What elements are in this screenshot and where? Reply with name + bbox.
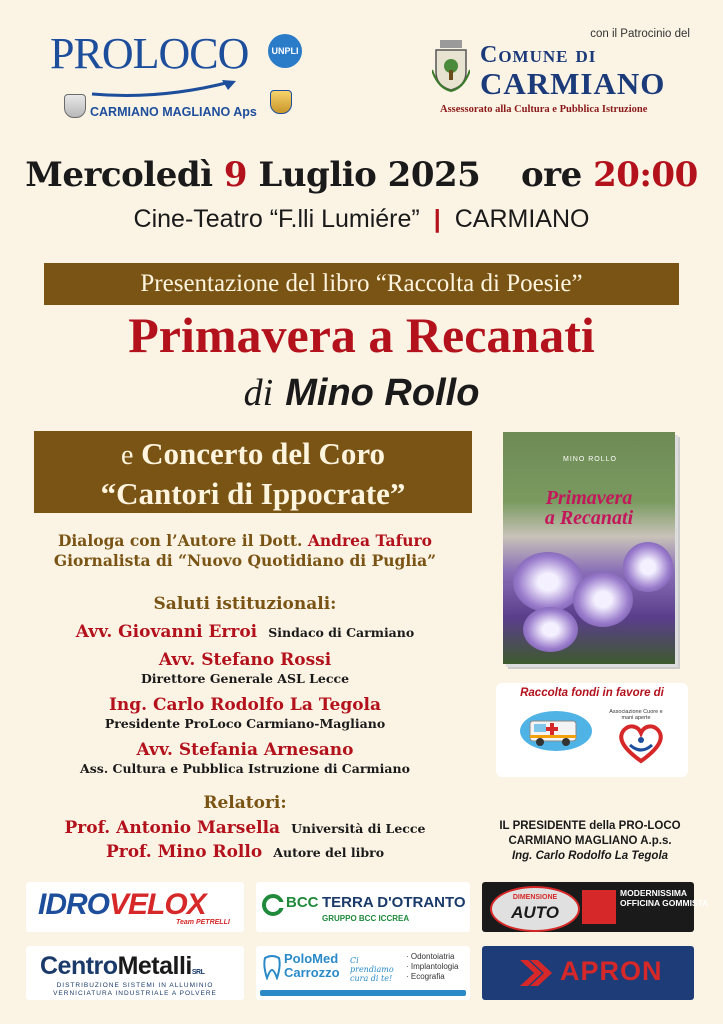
person-name: Ing. Carlo Rodolfo La Tegola: [108, 695, 382, 715]
author-line: [0, 370, 723, 415]
person-name: Avv. Stefania Arnesano: [136, 740, 354, 760]
person-role: Sindaco di Carmiano: [268, 625, 415, 640]
polomed-service: · Ecografia: [406, 972, 445, 981]
carrozzo-text: Carrozzo: [284, 965, 340, 980]
saluti-person: [0, 622, 490, 642]
saluti-person: [0, 741, 490, 778]
person-name: Prof. Antonio Marsella: [64, 818, 281, 838]
proloco-logo: [50, 28, 310, 123]
apron-text: APRON: [560, 956, 663, 986]
flower-cluster-icon: [523, 607, 578, 652]
author-di: di: [243, 372, 274, 414]
saluti-title: Saluti istituzionali:: [153, 594, 337, 614]
event-weekday: Mercoledì: [25, 155, 213, 195]
unpli-badge: UNPLI: [268, 34, 302, 68]
book-cover-image: [503, 432, 675, 664]
officina-text: OFFICINA GOMMISTA: [620, 898, 709, 908]
centro-sub-2: VERNICIATURA INDUSTRIALE A POLVERE: [53, 990, 217, 997]
presidente-line-1: IL PRESIDENTE della PRO-LOCO: [499, 820, 681, 832]
polomed-text: PoloMed: [284, 951, 339, 966]
dimensione-text: DIMENSIONE: [512, 894, 558, 901]
cover-title-line-1: Primavera: [545, 487, 633, 509]
presidente-block: [470, 819, 710, 864]
centro-sub-1: DISTRIBUZIONE SISTEMI IN ALLUMINIO: [56, 982, 214, 989]
idro-text: IDRO: [38, 888, 109, 921]
dialoga-role: Giornalista di “Nuovo Quotidiano di Puglia”: [53, 551, 437, 570]
person-name: Avv. Stefano Rossi: [158, 650, 332, 670]
book-title: Primavera a Recanati: [128, 307, 595, 363]
concerto-e: e: [120, 440, 134, 471]
proloco-wordmark: PROLOCO: [50, 29, 249, 78]
cover-author: MINO ROLLO: [563, 456, 617, 463]
person-role: Università di Lecce: [291, 821, 426, 836]
dialoga-name: Andrea Tafuro: [307, 531, 433, 550]
person-role: Autore del libro: [273, 845, 385, 860]
tooth-icon: [262, 954, 282, 980]
person-role: Direttore Generale ASL Lecce: [140, 671, 350, 686]
centro-text: Centro: [40, 952, 118, 980]
sponsor-idrovelox-logo: [26, 882, 244, 932]
petrelli-text: Team PETRELLI: [176, 919, 230, 926]
cover-title-line-2: a Recanati: [544, 507, 634, 529]
auto-info-box: [582, 890, 616, 924]
dialoga-block: [0, 531, 490, 571]
gruppo-text: GRUPPO BCC ICCREA: [322, 914, 410, 923]
event-month-year: Luglio 2025: [258, 155, 481, 195]
bcc-text: BCC: [286, 894, 319, 911]
auto-text: AUTO: [511, 903, 559, 922]
flower-cluster-icon: [573, 572, 633, 627]
polomed-service: · Implantologia: [406, 962, 459, 971]
polomed-slogan: Ci prendiamo cura di te!: [350, 956, 394, 983]
heart-icon: [616, 721, 666, 765]
person-name: Avv. Giovanni Erroi: [75, 622, 258, 642]
ambulance-icon: [520, 709, 592, 751]
relatori-person: [0, 818, 490, 838]
presidente-line-2: CARMIANO MAGLIANO A.p.s.: [508, 835, 672, 847]
person-name: Prof. Mino Rollo: [105, 842, 263, 862]
event-day: 9: [223, 155, 248, 195]
saluti-person: [0, 696, 490, 733]
presidente-name: Ing. Carlo Rodolfo La Tegola: [511, 850, 669, 862]
concerto-line-2: “Cantori di Ippocrate”: [100, 476, 406, 511]
carmiano-title: CARMIANO: [480, 66, 666, 101]
assessorato-text: Assessorato alla Cultura e Pubblica Istruzione: [440, 104, 648, 115]
relatori-title: Relatori:: [203, 793, 287, 813]
venue-line: [0, 205, 723, 234]
cuore-mani-aperte-logo: [606, 709, 676, 769]
auto-oval: [490, 886, 580, 932]
swoosh-arrow-icon: [90, 78, 240, 98]
sponsor-centrometalli-logo: [26, 946, 244, 1000]
terra-text: TERRA D'OTRANTO: [322, 894, 466, 911]
person-role: Presidente ProLoco Carmiano-Magliano: [104, 716, 386, 731]
comune-block: [430, 28, 690, 123]
comune-crest-icon: [432, 40, 470, 92]
venue-name: Cine-Teatro “F.lli Lumiére”: [133, 205, 420, 233]
sponsor-polomed-logo: [256, 946, 470, 1000]
carmiano-crest-icon: [64, 94, 86, 118]
sponsor-dimensione-auto-logo: [482, 882, 709, 932]
author-name: Mino Rollo: [285, 372, 480, 414]
sponsor-bcc-logo: [256, 882, 470, 932]
concerto-line-1: [34, 435, 472, 475]
raccolta-text: Raccolta fondi in favore di: [520, 687, 664, 699]
polomed-service: · Odontoiatria: [406, 952, 455, 961]
patrocinio-text: con il Patrocinio del: [590, 28, 690, 40]
relatori-person: [0, 842, 490, 862]
assoc-text: Associazione Cuore e mani aperte: [609, 709, 663, 721]
comune-di-text: Comune di: [480, 42, 597, 68]
flower-cluster-icon: [623, 542, 673, 592]
concerto-banner: [34, 431, 472, 513]
presentazione-banner: Presentazione del libro “Raccolta di Poesie”: [44, 263, 679, 305]
srl-text: SRL: [191, 969, 205, 976]
metalli-text: Metalli: [117, 952, 192, 980]
proloco-subtitle: CARMIANO MAGLIANO Aps: [90, 105, 257, 119]
raccolta-fondi-box: [496, 683, 688, 777]
person-role: Ass. Cultura e Pubblica Istruzione di Carmiano: [80, 761, 410, 776]
bcc-mark-icon: [262, 894, 284, 916]
velox-text: VELOX: [109, 888, 206, 921]
event-time: 20:00: [593, 155, 698, 195]
event-ore: ore: [520, 155, 582, 195]
cover-title: [503, 488, 675, 528]
apron-chevron-icon: [518, 958, 552, 988]
venue-city: CARMIANO: [454, 205, 590, 233]
magliano-crest-icon: [270, 90, 292, 114]
venue-separator: |: [433, 205, 441, 233]
event-date-line: [0, 155, 723, 195]
saluti-person: [0, 651, 490, 688]
polomed-footer-bar: [260, 990, 466, 996]
concerto-title: Concerto del Coro: [141, 436, 386, 471]
sponsor-apron-logo: [482, 946, 694, 1000]
modernissima-text: MODERNISSIMA: [620, 888, 688, 898]
dialoga-prefix: Dialoga con l’Autore il Dott.: [57, 531, 303, 550]
